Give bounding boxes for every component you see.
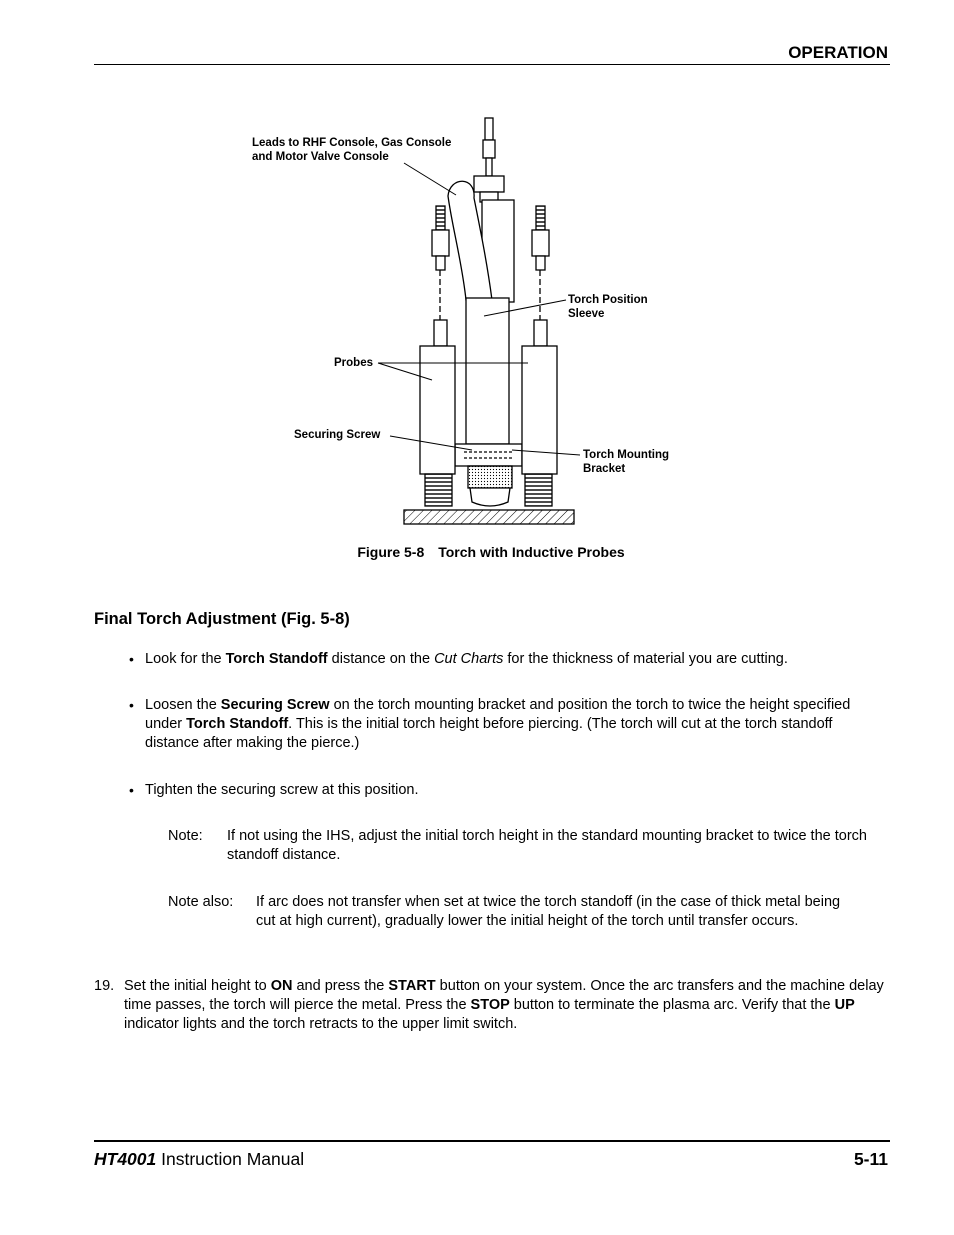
footer-model: HT4001: [94, 1149, 157, 1169]
step-19-text: Set the initial height to ON and press the START button on your system. Once the arc transfers and the machine delay time passes, the torch will pierce the metal. Press the STOP button to terminate the plasma arc. Verify that the UP indicator lights and the torch retracts to the upper limit switch.: [124, 978, 884, 1032]
section-header: OPERATION: [788, 43, 888, 62]
callout-bracket-line2: Bracket: [583, 463, 626, 475]
bullet-dot: •: [129, 697, 134, 713]
workpiece-plate: [404, 510, 574, 524]
torch-probes-figure: [0, 0, 954, 540]
torch-position-sleeve: [466, 298, 509, 444]
bullet-item-tighten: Tighten the securing screw at this position.: [145, 782, 419, 798]
note-label: Note:: [168, 828, 203, 844]
torch-nozzle: [470, 488, 510, 506]
page-number: 5-11: [853, 1149, 888, 1169]
callout-bracket-line1: Torch Mounting: [583, 449, 670, 461]
callout-probes: Probes: [334, 357, 373, 369]
step-number: 19.: [94, 978, 115, 994]
bullet-item-standoff: Look for the Torch Standoff distance on the Cut Charts for the thickness of material you are cutting.: [145, 651, 788, 667]
cut-charts-reference: Cut Charts: [434, 651, 504, 667]
callout-leads-line2: and Motor Valve Console: [252, 151, 389, 163]
torch-top-fitting: [485, 118, 493, 140]
right-probe-coil: [525, 474, 552, 506]
note-also-text: If arc does not transfer when set at twice the torch standoff (in the case of thick metal being cut at high current), gradually lower the initial height of the torch until transfer occurs.: [256, 894, 841, 929]
figure-caption: [0, 544, 954, 560]
callout-leads-line1: Leads to RHF Console, Gas Console: [252, 137, 452, 149]
bullet-item-securing-screw: Loosen the Securing Screw on the torch mounting bracket and position the torch to twice the height specified under Torch Standoff. This is the initial torch height before piercing. (The torch will cut at the torch standoff distance after making the pierce.): [145, 697, 851, 751]
left-probe-body: [420, 346, 455, 474]
right-probe-body: [522, 346, 557, 474]
footer-rule: [94, 1140, 890, 1142]
right-probe-tip-fitting: [536, 206, 545, 230]
torch-mounting-bracket: [455, 444, 522, 466]
note-also-label: Note also:: [168, 894, 234, 910]
note-text: If not using the IHS, adjust the initial torch height in the standard mounting bracket to twice the torch standoff distance.: [227, 828, 867, 863]
bullet-dot: •: [129, 782, 134, 798]
section-heading: Final Torch Adjustment (Fig. 5-8): [94, 610, 350, 628]
callout-sleeve-line2: Sleeve: [568, 308, 605, 320]
figure-caption-title: Torch with Inductive Probes: [438, 544, 625, 560]
callout-sleeve-line1: Torch Position: [568, 294, 648, 306]
bullet-dot: •: [129, 651, 134, 667]
callout-securing-screw: Securing Screw: [294, 429, 381, 441]
left-probe-coil: [425, 474, 452, 506]
figure-caption-number: Figure 5-8: [357, 544, 425, 560]
torch-shield: [468, 466, 512, 488]
left-probe-tip-fitting: [436, 206, 445, 230]
footer-manual-title: HT4001 Instruction Manual: [94, 1149, 305, 1169]
